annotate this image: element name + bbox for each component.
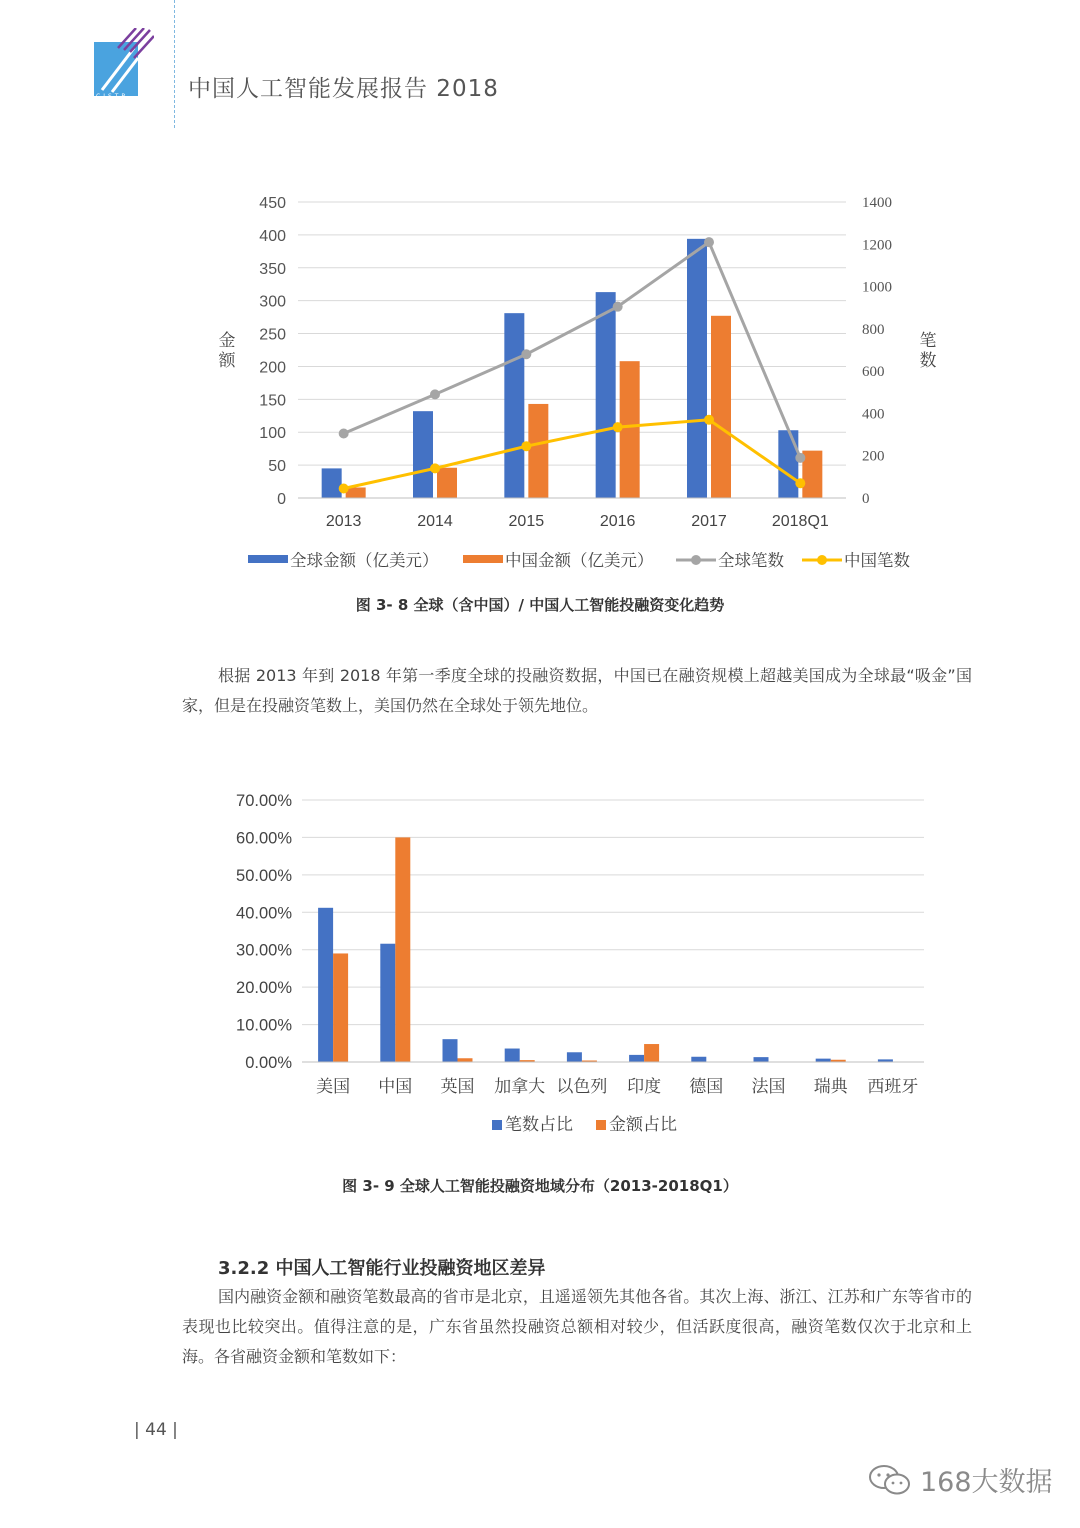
- bar-china-amount: [802, 451, 822, 498]
- x-tick-label: 2018Q1: [771, 513, 829, 530]
- legend-label: 中国笔数: [844, 552, 910, 570]
- section-heading: 3.2.2 中国人工智能行业投融资地区差异: [218, 1258, 546, 1279]
- y-right-tick-label: 600: [862, 364, 885, 381]
- legend-label: 全球金额（亿美元）: [290, 552, 439, 570]
- bar-count-share: [754, 1057, 769, 1062]
- page-header-title: 中国人工智能发展报告 2018: [188, 76, 499, 102]
- point-china-count: [795, 478, 805, 488]
- x-tick-label: 2017: [691, 513, 727, 530]
- wechat-icon: [868, 1463, 912, 1497]
- x-tick-label: 2016: [599, 513, 636, 530]
- y-tick-label: 20.00%: [236, 979, 292, 998]
- figure1-chart: [0, 180, 1080, 590]
- y-left-tick-label: 150: [259, 392, 286, 410]
- legend-label: 中国金额（亿美元）: [505, 552, 654, 570]
- figure2-chart: [0, 780, 1080, 1152]
- legend-swatch: [596, 1120, 606, 1130]
- bar-global-amount: [504, 313, 524, 498]
- watermark-text: 168大数据: [920, 1467, 1053, 1498]
- x-tick-label: 2015: [508, 513, 545, 530]
- y-tick-label: 10.00%: [236, 1016, 292, 1035]
- bar-amount-share: [644, 1044, 659, 1062]
- point-global-count: [521, 349, 531, 359]
- bar-amount-share: [395, 837, 410, 1062]
- y-right-tick-label: 0: [862, 491, 870, 507]
- y-left-tick-label: 300: [259, 293, 286, 311]
- y-left-tick-label: 450: [259, 195, 286, 212]
- y-tick-label: 70.00%: [236, 792, 292, 810]
- bar-global-amount: [322, 468, 342, 498]
- bar-global-amount: [687, 239, 707, 498]
- bar-china-amount: [528, 404, 548, 498]
- x-tick-label: 法国: [751, 1077, 786, 1096]
- y-right-axis-title-char: 数: [919, 351, 937, 370]
- x-tick-label: 2014: [417, 513, 453, 530]
- logo-text: CISTP: [96, 93, 129, 100]
- bar-count-share: [380, 944, 395, 1062]
- y-right-axis-title-char: 笔: [919, 331, 937, 350]
- bar-count-share: [629, 1055, 644, 1062]
- x-tick-label: 以色列: [556, 1077, 608, 1096]
- y-left-tick-label: 400: [259, 227, 286, 245]
- y-left-tick-label: 350: [259, 260, 286, 278]
- y-right-tick-label: 200: [862, 448, 885, 465]
- y-tick-label: 40.00%: [236, 904, 292, 923]
- bar-global-amount: [596, 292, 616, 498]
- legend-swatch-marker: [817, 555, 827, 565]
- point-china-count: [339, 483, 349, 493]
- bar-global-amount: [413, 411, 433, 498]
- bar-china-amount: [711, 316, 731, 498]
- y-tick-label: 50.00%: [236, 866, 292, 885]
- cistp-logo: [94, 28, 154, 100]
- figure1-svg: [0, 180, 1080, 590]
- bar-amount-share: [333, 953, 348, 1062]
- legend-swatch: [463, 555, 503, 563]
- point-global-count: [704, 237, 714, 247]
- bar-china-amount: [620, 361, 640, 498]
- cistp-logo-graphic: [94, 28, 154, 100]
- x-tick-label: 美国: [316, 1077, 351, 1096]
- point-global-count: [430, 389, 440, 399]
- point-china-count: [613, 422, 623, 432]
- y-left-tick-label: 50: [268, 458, 286, 476]
- line-china-count: [344, 420, 801, 489]
- y-right-tick-label: 1200: [862, 237, 892, 254]
- bar-count-share: [816, 1059, 831, 1062]
- y-left-tick-label: 100: [259, 425, 286, 443]
- x-tick-label: 中国: [378, 1077, 413, 1096]
- y-left-axis-title-char: 额: [218, 351, 236, 370]
- x-tick-label: 德国: [689, 1077, 724, 1096]
- body-paragraph-1: 根据 2013 年到 2018 年第一季度全球的投融资数据，中国已在融资规模上超越美国成为全球最“吸金”国家，但是在投融资笔数上，美国仍然在全球处于领先地位。: [182, 666, 972, 715]
- figure1-caption: 图 3- 8 全球（含中国）/ 中国人工智能投融资变化趋势: [355, 596, 725, 614]
- y-right-tick-label: 1000: [862, 279, 892, 296]
- bar-count-share: [443, 1039, 458, 1062]
- x-tick-label: 瑞典: [813, 1077, 848, 1096]
- point-china-count: [704, 415, 714, 425]
- figure2-caption: 图 3- 9 全球人工智能投融资地域分布（2013-2018Q1）: [342, 1177, 738, 1195]
- bar-china-amount: [346, 487, 366, 498]
- legend-swatch: [492, 1120, 502, 1130]
- header-divider: [174, 0, 175, 128]
- x-tick-label: 2013: [325, 513, 362, 530]
- y-left-axis-title-char: 金: [218, 331, 236, 350]
- x-tick-label: 英国: [440, 1077, 475, 1096]
- section-paragraph: 国内融资金额和融资笔数最高的省市是北京，且遥遥领先其他各省。其次上海、浙江、江苏和广东等省市的表现也比较突出。值得注意的是，广东省虽然投融资总额相对较少，但活跃度很高，融资笔数仅次于北京和上海。各省融资金额和笔数如下：: [182, 1287, 972, 1366]
- legend-label: 笔数占比: [505, 1115, 573, 1134]
- point-global-count: [339, 429, 349, 439]
- figure2-svg: [0, 780, 1080, 1152]
- point-china-count: [430, 463, 440, 473]
- page-number: | 44 |: [134, 1420, 178, 1440]
- legend-label: 全球笔数: [718, 552, 784, 570]
- y-tick-label: 0.00%: [245, 1054, 292, 1072]
- point-global-count: [613, 302, 623, 312]
- legend-swatch: [248, 555, 288, 563]
- y-left-tick-label: 250: [259, 326, 286, 344]
- y-right-tick-label: 1400: [862, 195, 892, 211]
- bar-count-share: [505, 1049, 520, 1062]
- y-left-tick-label: 0: [277, 491, 286, 508]
- bar-global-amount: [778, 430, 798, 498]
- legend-label: 金额占比: [609, 1115, 677, 1134]
- watermark: [868, 1460, 1053, 1499]
- y-left-tick-label: 200: [259, 359, 286, 377]
- x-tick-label: 印度: [627, 1077, 662, 1096]
- line-global-count: [344, 242, 801, 458]
- point-global-count: [795, 453, 805, 463]
- y-right-tick-label: 400: [862, 406, 885, 423]
- y-tick-label: 30.00%: [236, 941, 292, 960]
- bar-china-amount: [437, 468, 457, 498]
- x-tick-label: 西班牙: [867, 1077, 919, 1096]
- bar-count-share: [691, 1057, 706, 1062]
- bar-count-share: [318, 908, 333, 1062]
- bar-amount-share: [458, 1058, 473, 1062]
- x-tick-label: 加拿大: [494, 1077, 546, 1096]
- bar-count-share: [567, 1052, 582, 1062]
- y-tick-label: 60.00%: [236, 829, 292, 848]
- point-china-count: [521, 441, 531, 451]
- y-right-tick-label: 800: [862, 321, 885, 338]
- legend-swatch-marker: [691, 555, 701, 565]
